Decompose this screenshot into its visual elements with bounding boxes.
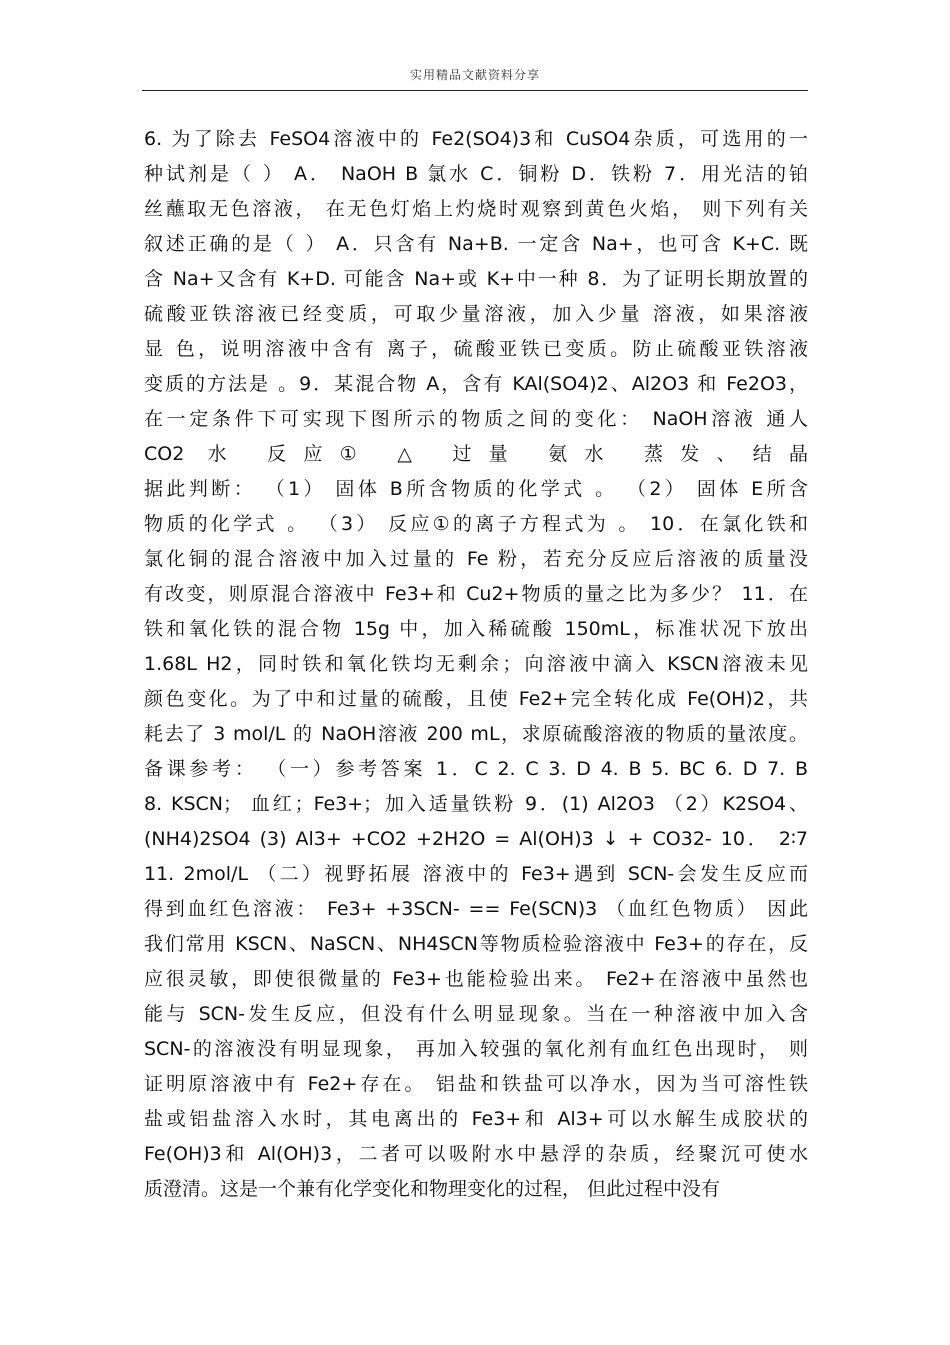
header-divider (142, 90, 808, 91)
text-line: 在一定条件下可实现下图所示的物质之间的变化： NaOH溶液 通人 (144, 408, 808, 430)
text-line: 叙述正确的是（ ） A．只含有 Na+B. 一定含 Na+，也可含 K+C. 既 (144, 233, 808, 255)
text-line: 应很灵敏，即使很微量的 Fe3+也能检验出来。 Fe2+在溶液中虽然也 (144, 968, 808, 990)
text-line: 据此判断： （1） 固体 B所含物质的化学式 。 （2） 固体 E所含 (144, 478, 808, 500)
text-line: (NH4)2SO4 (3) Al3+ +CO2 +2H2O = Al(OH)3 ↓ + CO32- 10． 2∶7 (144, 828, 808, 850)
text-line: 含 Na+又含有 K+D. 可能含 Na+或 K+中一种 8．为了证明长期放置的 (144, 268, 808, 290)
text-line: 11. 2mol/L （二）视野拓展 溶液中的 Fe3+遇到 SCN-会发生反应而 (144, 863, 808, 885)
text-line: 颜色变化。为了中和过量的硫酸，且使 Fe2+完全转化成 Fe(OH)2，共 (144, 688, 808, 710)
text-line: 我们常用 KSCN、NaSCN、NH4SCN等物质检验溶液中 Fe3+的存在，反 (144, 933, 808, 955)
text-line: 氯化铜的混合溶液中加入过量的 Fe 粉，若充分反应后溶液的质量没 (144, 548, 808, 570)
text-line: 物质的化学式 。 （3） 反应①的离子方程式为 。 10．在氯化铁和 (144, 513, 808, 535)
text-line: 有改变，则原混合溶液中 Fe3+和 Cu2+物质的量之比为多少？ 11．在 (144, 583, 808, 605)
text-line: 证明原溶液中有 Fe2+存在。 铝盐和铁盐可以净水，因为当可溶性铁 (144, 1073, 808, 1095)
text-line: 铁和氧化铁的混合物 15g 中，加入稀硫酸 150mL，标准状况下放出 (144, 618, 808, 640)
text-line: 1.68L H2，同时铁和氧化铁均无剩余；向溶液中滴入 KSCN溶液未见 (144, 653, 808, 675)
text-line: 6. 为了除去 FeSO4溶液中的 Fe2(SO4)3和 CuSO4杂质，可选用的一 (144, 128, 808, 150)
text-line: 8. KSCN； 血红；Fe3+；加入适量铁粉 9．(1) Al2O3 （2）K2SO4、 (144, 793, 808, 815)
text-line: 质澄清。这是一个兼有化学变化和物理变化的过程， 但此过程中没有 (144, 1178, 721, 1200)
text-line: 盐或铝盐溶入水时，其电离出的 Fe3+和 Al3+可以水解生成胶状的 (144, 1108, 808, 1130)
text-line: Fe(OH)3和 Al(OH)3，二者可以吸附水中悬浮的杂质，经聚沉可使水 (144, 1143, 808, 1165)
text-line: 种试剂是（ ） A． NaOH B 氯水 C．铜粉 D．铁粉 7．用光洁的铂 (144, 163, 808, 185)
text-line: 得到血红色溶液： Fe3+ +3SCN- == Fe(SCN)3 （血红色物质） 因此 (144, 898, 808, 920)
text-line: 能与 SCN-发生反应，但没有什么明显现象。当在一种溶液中加入含 (144, 1003, 808, 1025)
text-line: SCN-的溶液没有明显现象， 再加入较强的氧化剂有血红色出现时， 则 (144, 1038, 808, 1060)
text-line: 耗去了 3 mol/L 的 NaOH溶液 200 mL，求原硫酸溶液的物质的量浓度。 (144, 723, 808, 745)
text-line: 显 色，说明溶液中含有 离子，硫酸亚铁已变质。防止硫酸亚铁溶液 (144, 338, 808, 360)
text-line: 备课参考： （一）参考答案 1．C 2. C 3. D 4. B 5. BC 6. D 7. B (144, 758, 808, 780)
document-body (144, 122, 808, 1207)
page-header: 实用精品文献资料分享 (409, 68, 540, 82)
text-line: 丝蘸取无色溶液， 在无色灯焰上灼烧时观察到黄色火焰， 则下列有关 (144, 198, 808, 220)
text-line: 变质的方法是 。9．某混合物 A，含有 KAl(SO4)2、Al2O3 和 Fe2O3， (144, 373, 808, 395)
text-line: CO2 水 反应① △ 过量 氨水 蒸发、结晶 (144, 443, 808, 465)
text-line: 硫酸亚铁溶液已经变质，可取少量溶液，加入少量 溶液，如果溶液 (144, 303, 808, 325)
